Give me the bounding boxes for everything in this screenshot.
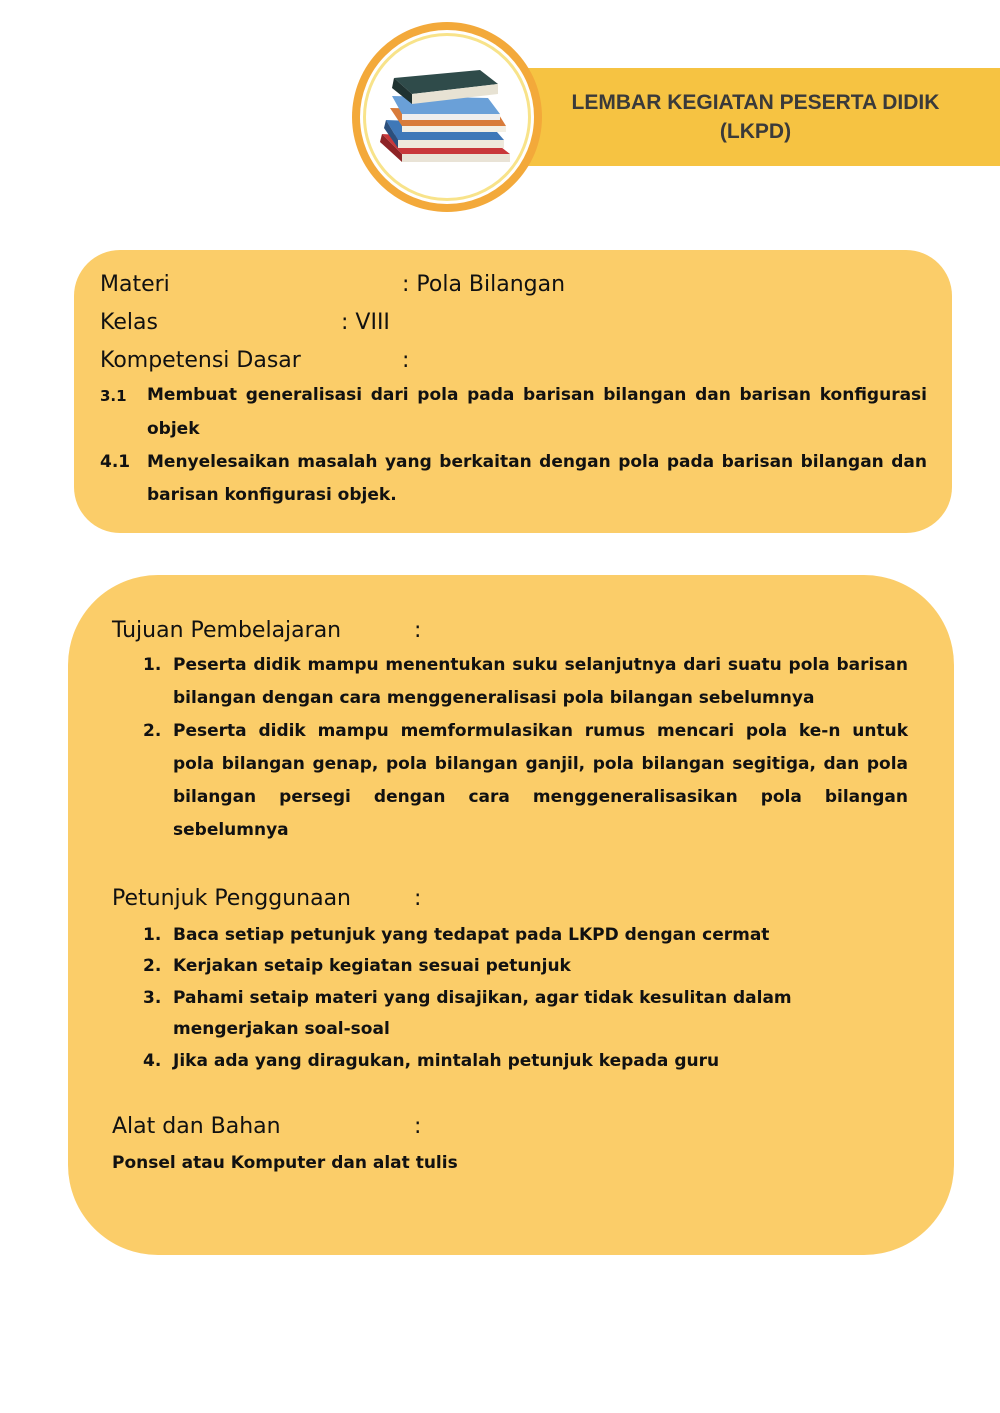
list-item: Baca setiap petunjuk yang tedapat pada LKPD dengan cermat [173,925,770,945]
kd-item-number: 4.1 [100,452,131,472]
tujuan-heading: Tujuan Pembelajaran [112,618,342,643]
list-number: 1. [143,925,162,945]
list-item: Jika ada yang diragukan, mintalah petunjuk kepada guru [173,1051,720,1071]
petunjuk-colon: : [414,886,422,911]
list-item: bilangan dengan cara menggeneralisasi pola bilangan sebelumnya [173,688,815,708]
list-number: 1. [143,655,162,675]
list-item: Peserta didik mampu menentukan suku selanjutnya dari suatu pola barisan [173,655,908,675]
books-stack-icon [372,62,520,172]
list-item: bilangan persegi dengan cara menggeneralisasikan pola bilangan [173,787,908,807]
kelas-value: : VIII [341,310,390,335]
kelas-label: Kelas [100,310,158,335]
kd-colon: : [402,348,410,373]
page-title: LEMBAR KEGIATAN PESERTA DIDIK (LKPD) [571,91,940,143]
list-number: 2. [143,956,162,976]
kd-item-number: 3.1 [100,387,127,405]
kd-item-text: barisan konfigurasi objek. [147,485,397,505]
list-number: 3. [143,988,162,1008]
alat-heading: Alat dan Bahan [112,1114,281,1139]
petunjuk-heading: Petunjuk Penggunaan [112,886,352,911]
list-number: 4. [143,1051,162,1071]
list-item: pola bilangan genap, pola bilangan ganjil, pola bilangan segitiga, dan pola [173,754,908,774]
materi-value: : Pola Bilangan [402,272,566,297]
list-item: Peserta didik mampu memformulasikan rumus mencari pola ke-n untuk [173,721,908,741]
list-item: Pahami setaip materi yang disajikan, agar tidak kesulitan dalam [173,988,792,1008]
kd-item-text: Menyelesaikan masalah yang berkaitan dengan pola pada barisan bilangan dan [147,452,927,472]
tujuan-colon: : [414,618,422,643]
kd-label: Kompetensi Dasar [100,348,301,373]
alat-colon: : [414,1114,422,1139]
list-number: 2. [143,721,162,741]
kd-item-text: objek [147,419,200,439]
list-item: Kerjakan setaip kegiatan sesuai petunjuk [173,956,571,976]
kd-item-text: Membuat generalisasi dari pola pada barisan bilangan dan barisan konfigurasi [147,385,927,405]
alat-value: Ponsel atau Komputer dan alat tulis [112,1153,458,1173]
materi-label: Materi [100,272,170,297]
list-item: sebelumnya [173,820,289,840]
list-item: mengerjakan soal-soal [173,1019,390,1039]
